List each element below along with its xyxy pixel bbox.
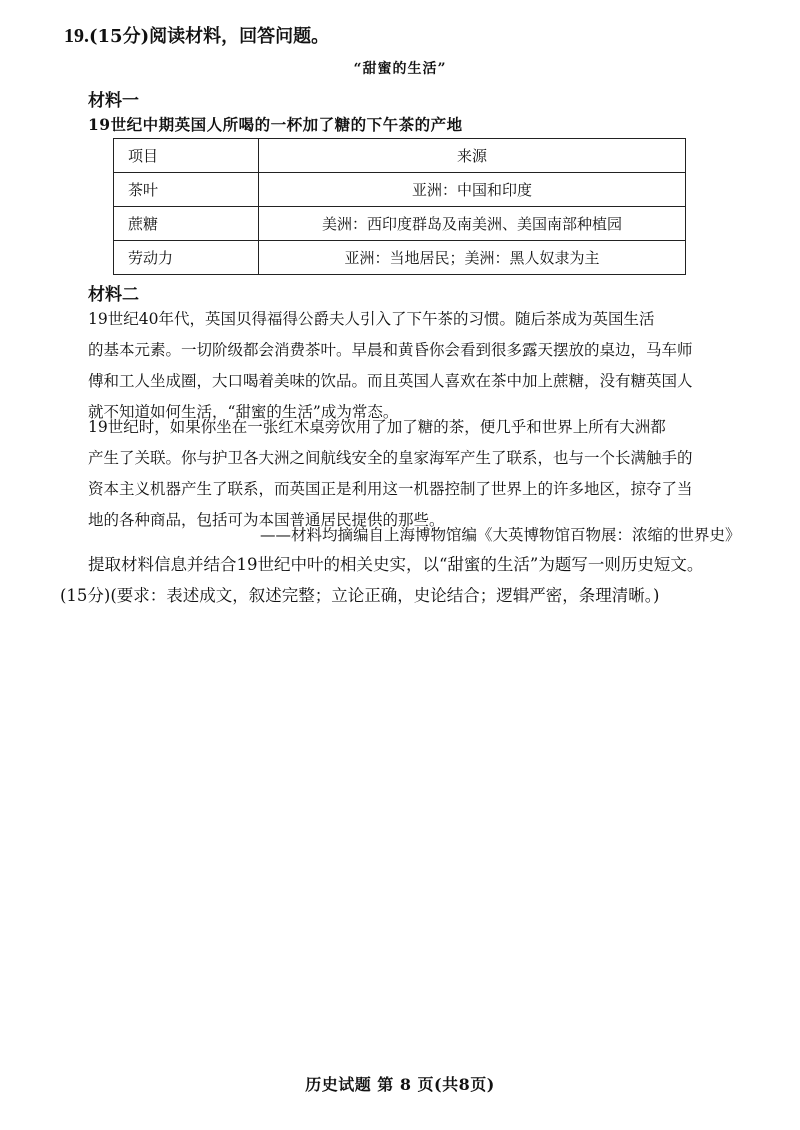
table-caption: 19世纪中期英国人所喝的一杯加了糖的下午茶的产地 <box>88 115 463 134</box>
question-instruction: 阅读材料，回答问题。 <box>149 26 330 47</box>
table-header-row <box>114 139 686 173</box>
table-row <box>114 207 686 241</box>
table-cell-item: 蔗糖 <box>114 207 259 241</box>
question-header <box>64 22 329 48</box>
essay-title: “甜蜜的生活” <box>353 61 447 77</box>
question-number: 19. <box>64 25 89 47</box>
task-line: 提取材料信息并结合19世纪中叶的相关史实，以“甜蜜的生活”为题写一则历史短文。 <box>88 555 704 574</box>
paragraph-line: 19世纪时，如果你坐在一张红木桌旁饮用了加了糖的茶，便几乎和世界上所有大洲都 <box>88 418 666 436</box>
paragraph-line: 的基本元素。一切阶级都会消费茶叶。早晨和黄昏你会看到很多露天摆放的桌边，马车师 <box>88 341 693 359</box>
material-2-paragraph-2 <box>88 412 738 536</box>
material-2-paragraph-1 <box>88 304 738 428</box>
table-cell-source: 亚洲：中国和印度 <box>259 173 686 207</box>
task-line: (15分)(要求：表述成文，叙述完整；立论正确，史论结合；逻辑严密，条理清晰。) <box>60 586 660 605</box>
task-prompt <box>60 549 703 611</box>
paragraph-line: 产生了关联。你与护卫各大洲之间航线安全的皇家海军产生了联系，也与一个长满触手的 <box>88 449 693 467</box>
question-score: (15分) <box>89 26 150 47</box>
table-cell-source: 美洲：西印度群岛及南美洲、美国南部种植园 <box>259 207 686 241</box>
table-row <box>114 173 686 207</box>
table-row <box>114 241 686 275</box>
source-credit: ——材料均摘编自上海博物馆编《大英博物馆百物展：浓缩的世界史》 <box>260 526 741 544</box>
page-footer: 历史试题 第 8 页(共8页) <box>305 1075 495 1094</box>
material-1-label: 材料一 <box>88 91 139 111</box>
table-cell-source: 亚洲：当地居民；美洲：黑人奴隶为主 <box>259 241 686 275</box>
table-cell-item: 茶叶 <box>114 173 259 207</box>
paragraph-line: 地的各种商品，包括可为本国普通居民提供的那些。 <box>88 511 445 529</box>
table-cell-item: 劳动力 <box>114 241 259 275</box>
paragraph-line: 资本主义机器产生了联系，而英国正是利用这一机器控制了世界上的许多地区，掠夺了当 <box>88 480 693 498</box>
paragraph-line: 傅和工人坐成圈，大口喝着美味的饮品。而且英国人喜欢在茶中加上蔗糖，没有糖英国人 <box>88 372 693 390</box>
table-header-item: 项目 <box>114 139 259 173</box>
paragraph-line: 19世纪40年代，英国贝得福得公爵夫人引入了下午茶的习惯。随后茶成为英国生活 <box>88 310 655 328</box>
table-header-source: 来源 <box>259 139 686 173</box>
paragraph-line: 就不知道如何生活，“甜蜜的生活”成为常态。 <box>88 403 399 421</box>
origin-table <box>113 138 686 275</box>
material-2-label: 材料二 <box>88 285 139 305</box>
